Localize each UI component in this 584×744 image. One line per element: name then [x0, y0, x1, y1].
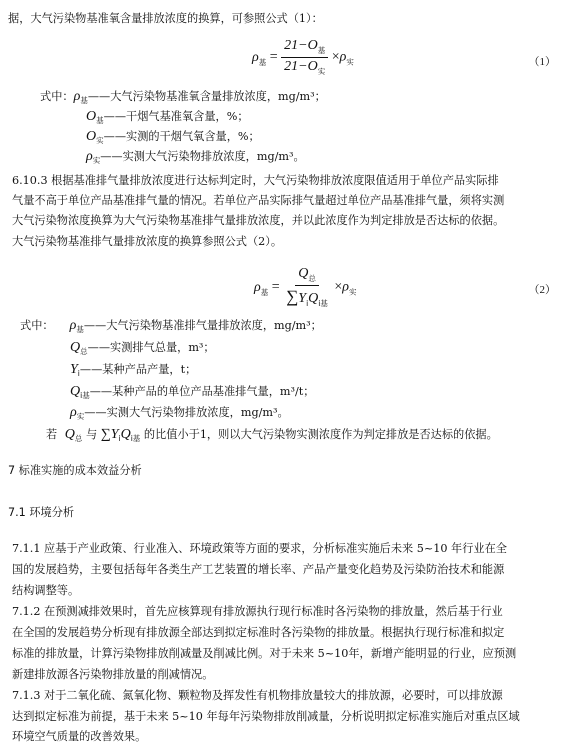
eq1-number: （1） [528, 56, 556, 68]
equation-2: $\rho_基$ = $\frac{Q_总}{\sum Y_iQ_{i基}}$ $\times\rho_实$ [254, 266, 357, 308]
def-row: $Y_i——$某种产品产量，t； [70, 362, 197, 379]
text-line: 国的发展趋势，主要包括每年各类生产工艺装置的增长率、产品产量变化趋势及污染防治技术和能源 [12, 563, 505, 576]
def-row: 式中： $\rho_基——$大气污染物基准排气量排放浓度，mg/m³； [20, 318, 322, 335]
def-row: $O_实——$实测的干烟气氧含量，%； [86, 129, 260, 146]
def-row: $\rho_实——$实测大气污染物排放浓度，mg/m³。 [70, 405, 289, 422]
text-line: 标准的排放量，计算污染物排放削减量及削减比例。对于未来 5~10年，新增产能明显的行业，应预测 [12, 647, 517, 660]
eq2-fraction: $\frac{Q_总}{\sum Y_iQ_{i基}}$ [286, 266, 328, 308]
text-line: 7.1.1 应基于产业政策、行业准入、环境政策等方面的要求，分析标准实施后未来 5~10 年行业在全 [12, 542, 507, 555]
text-line: 7.1.2 在预测减排效果时，首先应核算现有排放源执行现行标准时各污染物的排放量，然后基于行业 [12, 605, 503, 618]
text-line: 7.1.3 对于二氧化硫、氮氧化物、颗粒物及挥发性有机物排放量较大的排放源，必要时，可以排放源 [12, 689, 503, 702]
def-row: 式中：$\rho_基——$大气污染物基准氧含量排放浓度，mg/m³； [40, 89, 326, 106]
text-line: 环境空气质量的改善效果。 [12, 730, 147, 743]
text-line: 大气污染物浓度换算为大气污染物基准排气量排放浓度，并以此浓度作为判定排放是否达标的依据。 [12, 214, 505, 227]
paragraph-intro: 据，大气污染物基准氧含量排放浓度的换算，可参照公式（1）： [8, 12, 323, 25]
def-row: $Q_{i基}——$某种产品的单位产品基准排气量，m³/t； [70, 384, 315, 401]
equation-1: $\rho_基$ = $\frac{21-O_基}{21-O_实}$ $\times\rho_实$ [252, 38, 354, 76]
text-line: 6.10.3 根据基准排气量排放浓度进行达标判定时，大气污染物排放浓度限值适用于单位产品实际排 [12, 174, 499, 187]
def-row: $\rho_实——$实测大气污染物排放浓度，mg/m³。 [86, 149, 305, 166]
text-line: 新建排放源各污染物排放量的削减情况。 [12, 668, 214, 681]
ratio-condition: 若 $Q_总$ 与 $\sum Y_iQ_{i基}$ 的比值小于1，则以大气污染物实测浓度作为判定排放是否达标的依据。 [46, 427, 498, 444]
eq2-number: （2） [528, 284, 556, 296]
eq1-fraction: $\frac{21-O_基}{21-O_实}$ [281, 38, 328, 77]
eq1-lhs: $\rho_基$ [252, 49, 267, 67]
text-line: 达到拟定标准为前提，基于未来 5~10 年每年污染物排放削减量，分析说明拟定标准实施后对重点区域 [12, 710, 520, 723]
def-row: $Q_总——$实测排气总量，m³； [70, 340, 215, 357]
text-line: 大气污染物基准排气量排放浓度的换算参照公式（2）。 [12, 235, 283, 248]
text-line: 气量不高于单位产品基准排气量的情况。若单位产品实际排气量超过单位产品基准排气量，须将实测 [12, 194, 505, 207]
def-row: $O_基——$干烟气基准氧含量，%； [86, 109, 249, 126]
eq2-lhs: $\rho_基$ [254, 279, 269, 297]
text-line: 结构调整等。 [12, 584, 80, 597]
heading-section-7: 7 标准实施的成本效益分析 [8, 464, 142, 477]
heading-section-7-1: 7.1 环境分析 [8, 506, 75, 519]
text-line: 在全国的发展趋势分析现有排放源全部达到拟定标准时各污染物的排放量。根据执行现行标准和拟定 [12, 626, 505, 639]
